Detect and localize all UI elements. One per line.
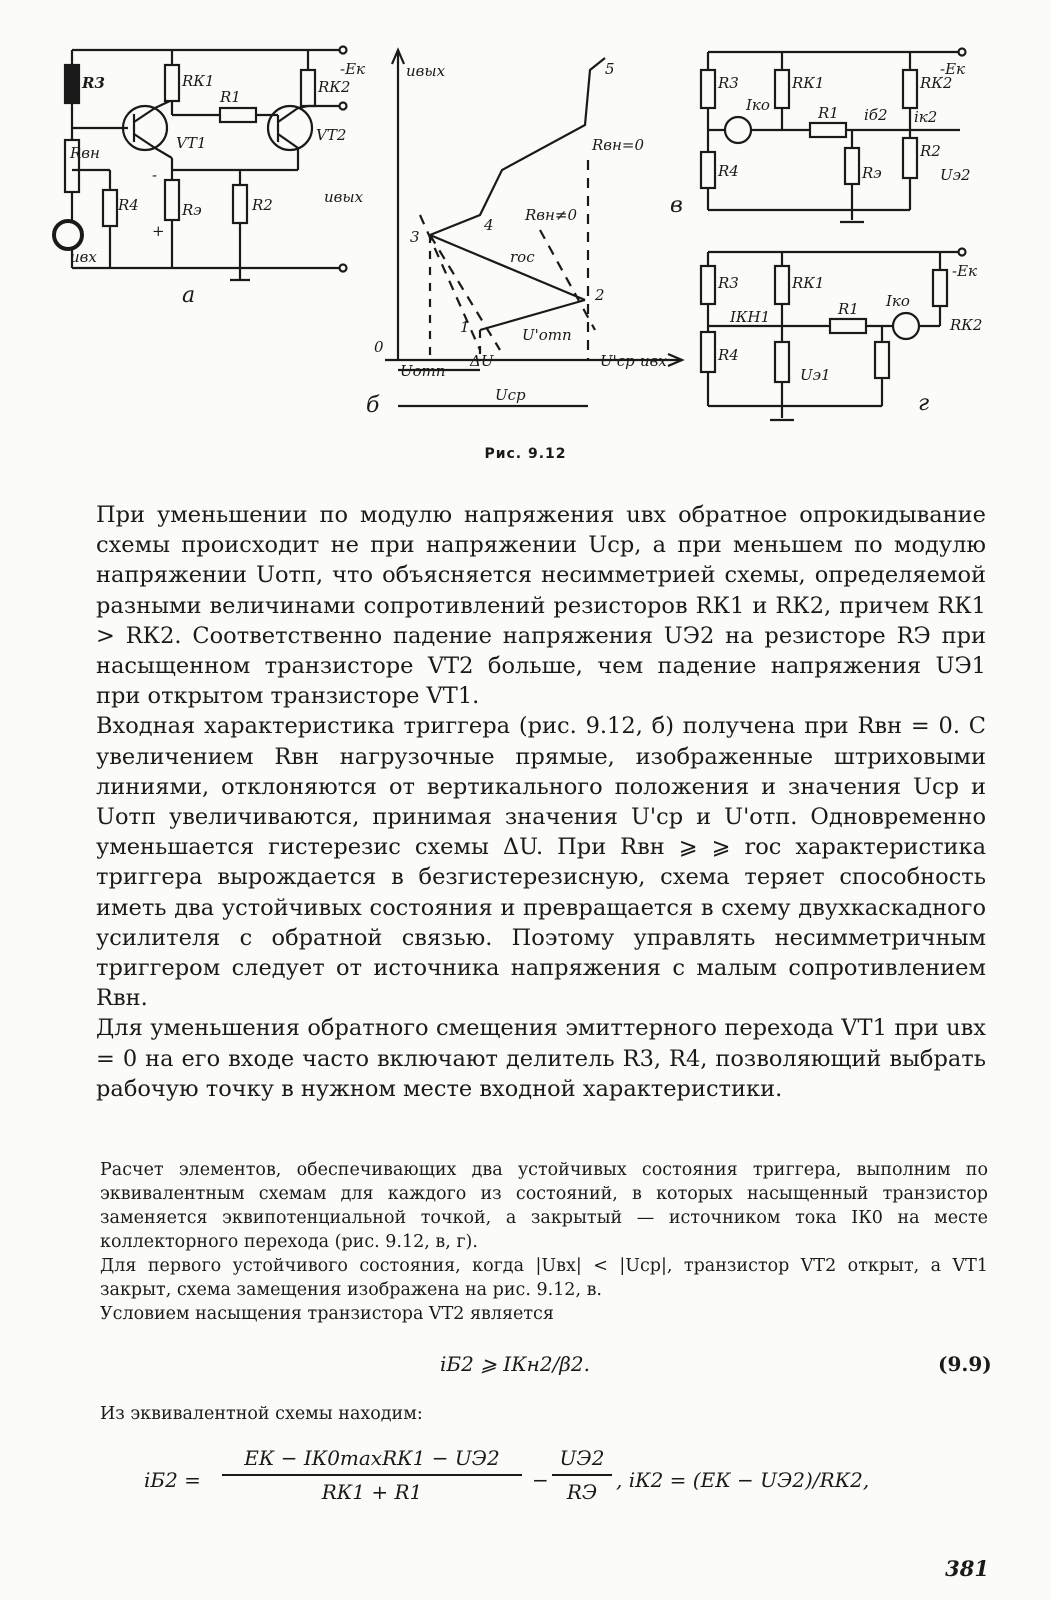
page-number: 381 xyxy=(945,1556,989,1581)
figure-9-12 xyxy=(40,30,1030,470)
svg-text:U'отп: U'отп xyxy=(522,326,572,344)
small-paragraph-4: Из эквивалентной схемы находим: xyxy=(100,1404,423,1424)
svg-text:Uср: Uср xyxy=(495,386,526,404)
paragraph-2: Входная характеристика триггера (рис. 9.12, б) получена при Rвн = 0. С увеличением Rвн нагрузочные прямые, изображенные штриховыми линиями, отклоняются от вертикального положения и значения Uср и Uотп увеличиваются, принимая значения U'ср и U'отп. Одновременно уменьшается гистерезис схемы ΔU. При Rвн ⩾ ⩾ rос характеристика триггера вырождается в безгистерезисную, схема теряет способность иметь два устойчивых состояния и превращается в схему двухкаскадного усилителя с обратной связью. Поэтому управлять несимметричным триггером следует от источника напряжения с малым сопротивлением Rвн. xyxy=(96,713,986,1012)
svg-text:б: б xyxy=(366,393,380,418)
svg-text:iб2: iб2 xyxy=(864,106,888,124)
svg-text:Iко: Iко xyxy=(886,292,910,310)
panel-b-labels xyxy=(366,60,667,418)
svg-text:5: 5 xyxy=(605,60,615,78)
small-text xyxy=(100,1158,988,1326)
main-text xyxy=(96,500,986,1104)
svg-text:R2: R2 xyxy=(252,196,273,214)
svg-text:R1: R1 xyxy=(818,104,839,122)
equation-ik2: , iК2 = (EК − UЭ2)/RК2, xyxy=(616,1468,870,1492)
svg-text:R4: R4 xyxy=(118,196,139,214)
small-paragraph-2: Для первого устойчивого состояния, когда |Uвх| < |Uср|, транзистор VT2 открыт, а VT1 закрыт, схема замещения изображена на рис. 9.12, в. xyxy=(100,1256,988,1300)
svg-text:RК2: RК2 xyxy=(318,78,351,96)
paragraph-3: Для уменьшения обратного смещения эмиттерного перехода VT1 при uвх = 0 на его входе часто включают делитель R3, R4, позволяющий выбрать рабочую точку в нужном месте входной характеристики. xyxy=(96,1015,986,1102)
small-paragraph-1: Расчет элементов, обеспечивающих два устойчивых состояния триггера, выполним по эквивалентным схемам для каждого из состояний, в которых насыщенный транзистор заменяется эквипотенциальной точкой, а закрытый — источником тока IК0 на месте коллекторного перехода (рис. 9.12, в, г). xyxy=(100,1160,988,1252)
svg-text:в: в xyxy=(670,193,683,218)
svg-text:uвх: uвх xyxy=(640,352,667,370)
fraction-2 xyxy=(552,1446,612,1504)
svg-text:VT1: VT1 xyxy=(176,134,207,152)
svg-text:uвых: uвых xyxy=(406,62,446,80)
svg-text:RК2: RК2 xyxy=(920,74,953,92)
svg-text:R4: R4 xyxy=(718,346,739,364)
svg-text:RК1: RК1 xyxy=(792,74,825,92)
svg-text:ΔU: ΔU xyxy=(470,352,494,370)
equation-ib2-lhs: iБ2 = xyxy=(144,1468,201,1492)
svg-text:Rвн=0: Rвн=0 xyxy=(592,136,645,154)
svg-text:R1: R1 xyxy=(220,88,241,106)
fraction-2-numerator: UЭ2 xyxy=(552,1446,612,1476)
svg-text:RК1: RК1 xyxy=(792,274,825,292)
svg-text:-: - xyxy=(152,166,158,184)
equation-9-9-number: (9.9) xyxy=(938,1352,992,1376)
svg-text:Rэ: Rэ xyxy=(862,164,882,182)
paragraph-1: При уменьшении по модулю напряжения uвх обратное опрокидывание схемы происходит не при напряжении Uср, а при меньшем по модулю напряжении Uотп, что объясняется несимметрией схемы, определяемой разными величинами сопротивлений резисторов RК1 и RК2, причем RК1 > RК2. Соответственно падение напряжения UЭ2 на резисторе RЭ при насыщенном транзисторе VT2 больше, чем падение напряжения UЭ1 при открытом транзисторе VT1. xyxy=(96,502,986,710)
fraction-1-numerator: EК − IК0maxRК1 − UЭ2 xyxy=(222,1446,522,1476)
svg-text:Rвн: Rвн xyxy=(70,144,100,162)
equation-9-9-body: iБ2 ⩾ IКн2/β2. xyxy=(440,1352,590,1376)
svg-text:Rвн≠0: Rвн≠0 xyxy=(525,206,578,224)
svg-text:RК1: RК1 xyxy=(182,72,215,90)
svg-text:Uэ2: Uэ2 xyxy=(940,166,971,184)
small-paragraph-3: Условием насыщения транзистора VT2 является xyxy=(100,1304,554,1324)
panel-b-graph xyxy=(385,50,682,406)
svg-text:iк2: iк2 xyxy=(914,108,938,126)
svg-text:R4: R4 xyxy=(718,162,739,180)
svg-text:0: 0 xyxy=(374,338,384,356)
svg-text:RК2: RК2 xyxy=(950,316,983,334)
svg-text:а: а xyxy=(182,283,196,308)
svg-text:2: 2 xyxy=(595,286,605,304)
fraction-2-denominator: RЭ xyxy=(566,1480,598,1504)
svg-text:R1: R1 xyxy=(838,300,859,318)
svg-text:+: + xyxy=(152,222,165,240)
svg-text:R3: R3 xyxy=(82,74,105,92)
svg-text:4: 4 xyxy=(484,216,494,234)
svg-text:Uотп: Uотп xyxy=(400,362,446,380)
svg-text:VT2: VT2 xyxy=(316,126,347,144)
fraction-1 xyxy=(222,1446,522,1504)
svg-text:-Eк: -Eк xyxy=(952,262,977,280)
svg-text:rос: rос xyxy=(510,248,535,266)
equation-ib2-minus: − xyxy=(532,1468,549,1492)
svg-text:uвх: uвх xyxy=(70,248,97,266)
svg-text:-Eк: -Eк xyxy=(340,60,365,78)
svg-text:3: 3 xyxy=(410,228,420,246)
panel-a-labels xyxy=(69,60,365,308)
fraction-1-denominator: RК1 + R1 xyxy=(321,1480,423,1504)
svg-text:Iко: Iко xyxy=(746,96,770,114)
svg-text:IКН1: IКН1 xyxy=(730,308,771,326)
svg-text:Uэ1: Uэ1 xyxy=(800,366,831,384)
svg-text:uвых: uвых xyxy=(324,188,364,206)
svg-text:R3: R3 xyxy=(718,274,739,292)
figure-caption: Рис. 9.12 xyxy=(484,446,567,462)
circuit-figure xyxy=(40,30,1030,470)
svg-text:Rэ: Rэ xyxy=(182,201,202,219)
svg-text:R3: R3 xyxy=(718,74,739,92)
svg-text:1: 1 xyxy=(460,318,470,336)
svg-text:R2: R2 xyxy=(920,142,941,160)
small-paragraph-4-wrap xyxy=(100,1402,988,1426)
svg-text:г: г xyxy=(918,391,930,416)
svg-text:U'ср: U'ср xyxy=(600,352,635,370)
svg-text:-Eк: -Eк xyxy=(940,60,965,78)
equation-ib2 xyxy=(0,1446,1051,1516)
